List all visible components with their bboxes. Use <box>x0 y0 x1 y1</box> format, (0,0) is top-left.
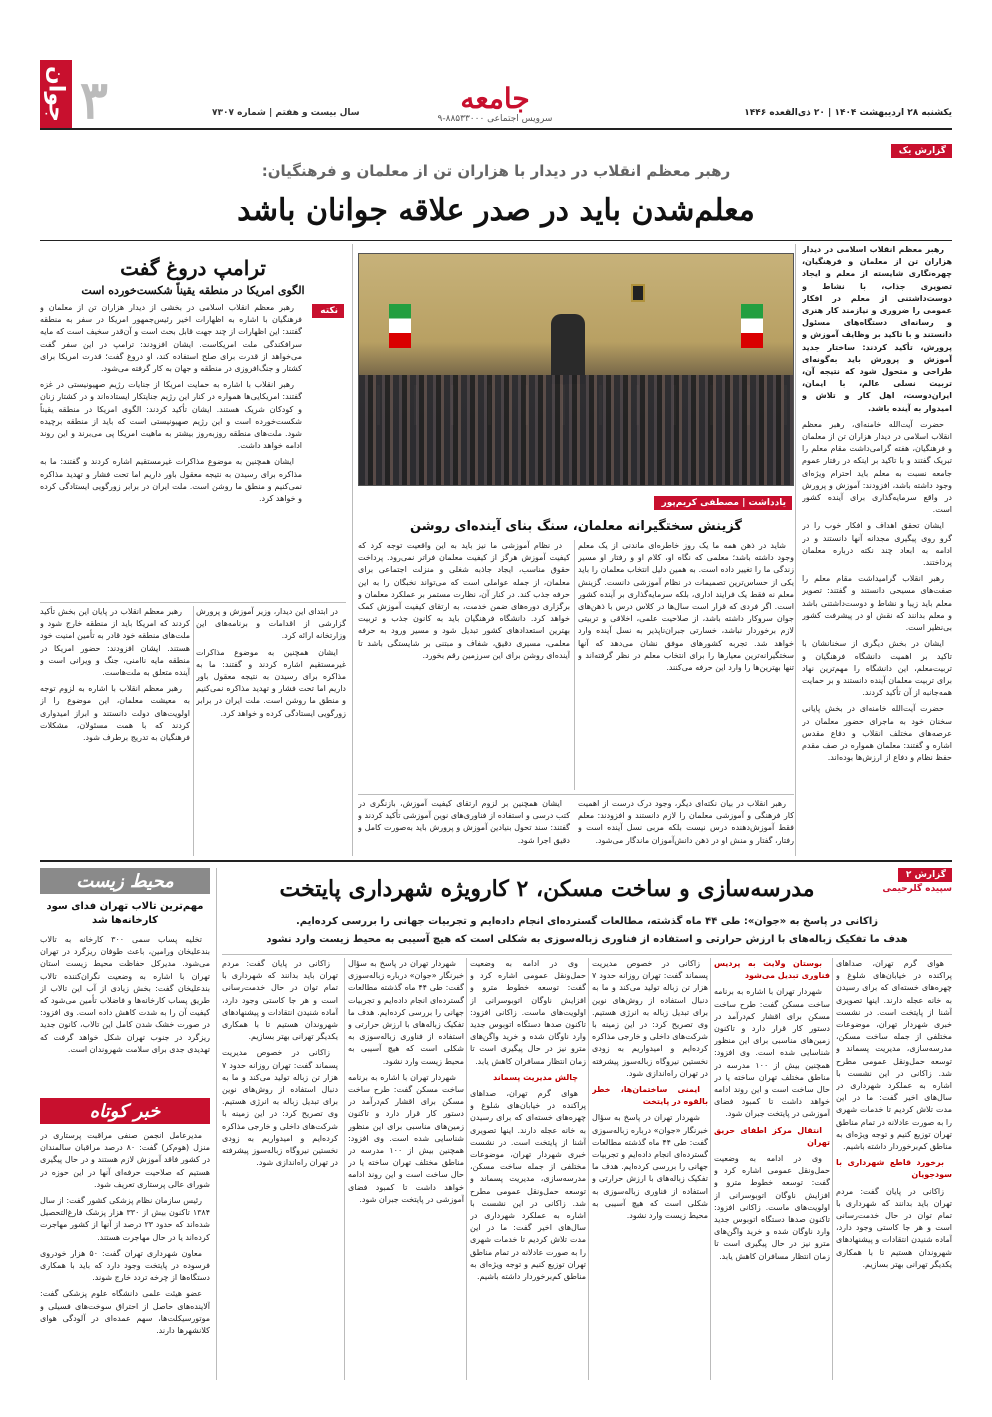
lead-paragraph: حضرت آیت‌الله خامنه‌ای، رهبر معظم انقلاب اسلامی در دیدار هزاران تن از معلمان و فرهنگیان، هفته گرامی‌داشت مقام معلم را تبریک گفتند و با تاکید بر اینکه در رفتار عموم جامعه نسبت به معلم باید احترام ویژه‌ای وجود داشته باشد، افزودند: آموزش و پرورش در واقع سرمایه‌گذاری برای آینده کشور است. <box>802 419 952 515</box>
sidebar-divider <box>40 602 346 603</box>
editorial-headline[interactable]: گزینش سختگیرانه معلمان، سنگ بنای آینده‌ای روشن <box>410 519 742 534</box>
column-rule <box>795 244 796 856</box>
column-rule <box>193 606 194 856</box>
report2-subhead: بوستان ولایت به پردیس فناوری تبدیل می‌شود <box>714 959 830 981</box>
column-rule <box>832 958 833 1380</box>
lead-paragraph: رهبر انقلاب در بیان نکته‌ای دیگر، وجود درک درست از اهمیت کار فرهنگی و آموزشی معلمان را لازم دانستند و افزودند: معلم فقط آموزش‌دهنده درس نیست بلکه مربی نسل آینده است و رفتار، گفتار و منش او در ذهن دانش‌آموزان ماندگار می‌شود. <box>578 799 794 845</box>
report2-paragraph: شهردار تهران در پاسخ به سؤال خبرنگار «جوان» درباره زباله‌سوزی گفت: طی ۴۴ ماه گذشته مطالعات گسترده‌ای انجام داده‌ایم و تجربیات جهانی را بررسی کرده‌ایم. هدف ما تفکیک زباله‌های با ارزش حرارتی و استفاده از فناوری زباله‌سوزی به شکلی است که هیچ آسیبی به محیط زیست وارد نشود. <box>592 1113 708 1221</box>
sidebar-paragraph: رهبر معظم انقلاب در پایان این بخش تأکید کردند که امریکا باید از منطقه خارج شود و ملت‌های منطقه خود قادر به تأمین امنیت خود هستند. ایشان افزودند: حضور امریکا در منطقه مایه ناامنی، جنگ و ویرانی است و آینده متعلق به ملت‌هاست. <box>40 607 190 678</box>
editorial-text: در نظام آموزشی ما نیز باید به این واقعیت توجه کرد که کیفیت آموزش هرگز از کیفیت معلمان فراتر نمی‌رود. پرداخت حقوق مناسب، ایجاد جاذبه شغلی و منزلت اجتماعی برای معلمان، از جمله عواملی است که می‌تواند نخبگان را به این حرفه جذب کند. در کنار آن، نظارت مستمر بر عملکرد معلمان و برگزاری دوره‌های ضمن خدمت، به ارتقای کیفیت آموزش کمک خواهد کرد. دانشگاه فرهنگیان باید به کانون جذب و تربیت بهترین استعدادهای کشور تبدیل شود و مسیر ورود به حرفه معلمی، مسیری دقیق، شفاف و مبتنی بر شایستگی باشد تا آینده‌ای روشن برای این سرزمین رقم بخورد. <box>358 541 570 660</box>
news-brief-item: مدیرعامل انجمن صنفی مراقبت پرستاری در منزل (هوم‌کر) گفت: ۸۰ درصد مراقبان سالمندان در کشور فاقد آموزش لازم هستند و در حال پیگیری هستیم که صلاحیت حرفه‌ای آنها در این حوزه در شورای عالی پرستاری تعریف شود. <box>40 1131 210 1189</box>
report2-column-2 <box>714 958 830 1380</box>
report2-paragraph: وی در ادامه به وضعیت حمل‌ونقل عمومی اشاره کرد و گفت: توسعه خطوط مترو و افزایش ناوگان اتوبوسرانی از اولویت‌های ماست. زاکانی افزود: تاکنون صدها دستگاه اتوبوس جدید وارد ناوگان شده و خرید واگن‌های مترو نیز در حال پیگیری است تا زمان انتظار مسافران کاهش یابد. <box>714 1154 830 1261</box>
newspaper-logo[interactable]: جوان <box>40 60 72 128</box>
report2-headline[interactable]: مدرسه‌سازی و ساخت مسکن، ۲ کارویژه شهرداری پایتخت <box>279 876 815 902</box>
editorial-text: شاید در ذهن همه ما یک روز خاطره‌ای ماندنی از یک معلم وجود داشته باشد؛ معلمی که نگاه او، کلام او و رفتار او مسیر زندگی ما را تغییر داده است. به همین دلیل انتخاب معلمان را باید یکی از حساس‌ترین تصمیمات در نظام آموزشی دانست. گزینش معلم نه فقط یک فرایند اداری، بلکه سرمایه‌گذاری بر آینده کشور است. اگر فردی که قرار است سال‌ها در کلاس درس با ذهن‌های جوان سروکار داشته باشد، از صلاحیت علمی، اخلاقی و تربیتی لازم برخوردار نباشد، خسارتی جبران‌ناپذیر به نسل آینده وارد خواهد شد. تجربه کشورهای موفق نشان می‌دهد که آنها سختگیرانه‌ترین معیارها را برای انتخاب معلم در نظر گرفته‌اند و تنها بهترین‌ها را وارد این حرفه می‌کنند. <box>578 541 794 673</box>
lead-paragraph: رهبر انقلاب گرامیداشت مقام معلم را صفت‌های مسیحی دانستند و گفتند: تصویر معلم باید زیبا و نشاط و دوست‌داشتنی باشد و معلم بدانند که نقش او در پیشرفت کشور بی‌نظیر است. <box>802 574 952 633</box>
editorial-column-1 <box>578 540 794 790</box>
report2-paragraph: زاکانی در خصوص مدیریت پسماند گفت: تهران روزانه حدود ۷ هزار تن زباله تولید می‌کند و ما به دنبال استفاده از روش‌های نوین برای تبدیل زباله به انرژی هستیم. وی تصریح کرد: در این زمینه با شرکت‌های داخلی و خارجی مذاکره کرده‌ایم و امیدواریم به زودی نخستین نیروگاه زباله‌سوز پیشرفته در تهران راه‌اندازی شود. <box>222 1048 338 1168</box>
page-fold-rule <box>40 860 952 862</box>
report2-divider <box>222 954 952 955</box>
environment-text <box>40 934 210 1094</box>
sidebar-headline[interactable]: ترامپ دروغ گفت <box>120 256 266 280</box>
lead-paragraph: رهبر معظم انقلاب با اشاره به لزوم توجه به معیشت معلمان، این موضوع را از اولویت‌های دولت دانستند و ابراز امیدواری کردند که با همت مسئولان، مشکلات فرهنگیان به تدریج برطرف شود. <box>40 684 190 743</box>
lead-paragraph: در ابتدای این دیدار، وزیر آموزش و پرورش گزارشی از اقدامات و برنامه‌های این وزارتخانه ارائه کرد. <box>196 607 346 641</box>
news-brief-item: عضو هیئت علمی دانشگاه علوم پزشکی گفت: آلاینده‌های حاصل از احتراق سوخت‌های فسیلی و موتورسیکلت‌ها، سهم عمده‌ای در آلودگی هوای کلانشهرها دارند. <box>40 1289 210 1336</box>
report2-column-1 <box>836 958 952 1380</box>
column-rule <box>344 958 345 1380</box>
column-rule <box>588 958 589 1380</box>
lead-tag <box>891 144 952 158</box>
column-rule <box>216 868 217 1380</box>
sidebar-paragraph: ایشان همچنین به موضوع مذاکرات غیرمستقیم اشاره کردند و گفتند: ما به مذاکره برای رسیدن به نتیجه معقول باور داریم اما تحت فشار و تهدید مذاکره نمی‌کنیم و منطق ما روشن است. ملت ایران در برابر زورگویی ایستادگی کرده و خواهد کرد. <box>40 457 302 504</box>
sidebar-tag-label: نکته <box>320 306 338 316</box>
sidebar-text-col-right <box>196 606 346 856</box>
sidebar-tag <box>312 304 344 318</box>
portrait-frame <box>631 284 645 302</box>
report2-subhead: ایمنی ساختمان‌ها، خطر بالقوه در پایتخت <box>592 1085 708 1107</box>
column-rule <box>574 540 575 790</box>
lead-paragraph: ایشان در بخش دیگری از سخنانشان با تاکید بر اهمیت دانشگاه فرهنگیان و تربیت‌معلم، این دانشگاه را مهم‌ترین نهاد برای تربیت معلمان آینده دانستند و بر حمایت همه‌جانبه از آن تأکید کردند. <box>802 639 952 698</box>
section-title: جامعه <box>460 82 530 115</box>
report2-author: سپیده گلرحیمی <box>882 884 952 894</box>
sidebar-text-top <box>40 302 302 598</box>
date-line: یکشنبه ۲۸ اردیبهشت ۱۴۰۴ | ۲۰ ذی‌القعده ۱۴۴۶ <box>744 108 952 118</box>
lead-tag-label: گزارش یک <box>898 146 946 156</box>
lead-column-2a <box>578 798 794 856</box>
environment-headline[interactable]: مهم‌ترین تالاب تهران فدای سود کارخانه‌ها شد <box>46 901 204 926</box>
lead-paragraph: حضرت آیت‌الله خامنه‌ای در بخش پایانی سخنان خود به ماجرای حضور معلمان در عرصه‌های مختلف انقلاب و دفاع مقدس اشاره و گفتند: معلمان همواره در صف مقدم حفظ نظام و دفاع از ارزش‌ها بوده‌اند. <box>802 704 952 763</box>
news-brief-list <box>40 1130 210 1380</box>
news-brief-band: خبر کوتاه <box>40 1098 210 1124</box>
report2-column-4 <box>470 958 586 1380</box>
report2-paragraph: هوای گرم تهران، صداهای پراکنده در خیابان‌های شلوغ و چهره‌های خسته‌ای که برای رسیدن به خانه عجله دارند. اینها تصویری آشنا از پایتخت است. در نشست خبری شهردار تهران، موضوعات مختلفی از جمله ساخت مسکن، مدرسه‌سازی، مدیریت پسماند و توسعه حمل‌ونقل عمومی مطرح شد. زاکانی در این نشست با اشاره به عملکرد شهرداری در سال‌های اخیر گفت: ما در این مدت تلاش کردیم تا خدمات شهری را به صورت عادلانه در تمام مناطق تهران توزیع کنیم و توجه ویژه‌ای به مناطق کم‌برخوردار داشته باشیم. <box>836 959 952 1152</box>
section-divider <box>358 794 794 795</box>
lead-paragraph: ایشان همچنین بر لزوم ارتقای کیفیت آموزش، بازنگری در کتب درسی و استفاده از فناوری‌های نوین آموزشی تأکید کردند و گفتند: سند تحول بنیادین آموزش و پرورش باید به‌صورت کامل و دقیق اجرا شود. <box>358 799 570 845</box>
report2-subhead: برخورد قاطع شهرداری با سودجویان <box>836 1158 952 1180</box>
lead-kicker: رهبر معظم انقلاب در دیدار با هزاران تن از معلمان و فرهنگیان: <box>261 162 731 180</box>
speaker-figure <box>551 314 585 384</box>
flag-right-icon <box>741 304 763 348</box>
leader-meeting-photo <box>358 253 794 486</box>
lead-paragraph: ایشان تحقق اهداف و افکار خوب را در گرو روی پیگیری مجدانه آنها دانستند و در ادامه به ابعاد چند نکته درباره معلمان پرداختند. <box>802 521 952 568</box>
report2-tag-label: گزارش ۲ <box>905 870 946 880</box>
sidebar-text-col-left <box>40 606 190 856</box>
news-brief-item: معاون شهرداری تهران گفت: ۵۰ هزار خودروی فرسوده در پایتخت وجود دارد که باید با همکاری دستگاه‌ها از چرخه تردد خارج شوند. <box>40 1248 210 1283</box>
report2-deck-1: زاکانی در پاسخ به «جوان»: طی ۴۴ ماه گذشته، مطالعات گسترده‌ای انجام داده‌ایم و تجربیات جهانی را بررسی کرده‌ایم. <box>295 916 879 927</box>
report2-subhead: انتقال مرکز اطفای حریق تهران <box>714 1125 830 1147</box>
editorial-author: مصطفی کریم‌پور <box>661 498 739 508</box>
report2-paragraph: هوای گرم تهران، صداهای پراکنده در خیابان‌های شلوغ و چهره‌های خسته‌ای که برای رسیدن به خانه عجله دارند. اینها تصویری آشنا از پایتخت است. در نشست خبری شهردار تهران، موضوعات مختلفی از جمله ساخت مسکن، مدرسه‌سازی، مدیریت پسماند و توسعه حمل‌ونقل عمومی مطرح شد. زاکانی در این نشست با اشاره به عملکرد شهرداری در سال‌های اخیر گفت: ما در این مدت تلاش کردیم تا خدمات شهری را به صورت عادلانه در تمام مناطق تهران توزیع کنیم و توجه ویژه‌ای به مناطق کم‌برخوردار داشته باشیم. <box>470 1089 586 1282</box>
report2-paragraph: شهردار تهران با اشاره به برنامه ساخت مسکن گفت: طرح ساخت مسکن برای اقشار کم‌درآمد در دستور کار قرار دارد و تاکنون زمین‌های مناسبی برای این منظور شناسایی شده است. وی افزود: همچنین بیش از ۱۰۰ مدرسه در مناطق مختلف تهران ساخته یا در حال ساخت است و این روند ادامه خواهد داشت تا کمبود فضای آموزشی در پایتخت جبران شود. <box>714 987 830 1119</box>
news-brief-item: رئیس سازمان نظام پزشکی کشور گفت: از سال ۱۳۸۴ تاکنون بیش از ۳۳۰ هزار پزشک فارغ‌التحصیل شده‌اند که حدود ۲۳ درصد از آنها از کشور مهاجرت کرده‌اند یا در حال مهاجرت هستند. <box>40 1196 210 1242</box>
editorial-tag-label: یادداشت <box>748 498 786 508</box>
sidebar-paragraph: رهبر معظم انقلاب اسلامی در بخشی از دیدار هزاران تن از معلمان و فرهنگیان با اشاره به اظهارات اخیر رئیس‌جمهور امریکا در سفر به منطقه گفتند: این اظهارات از چند جهت قابل بحث است و آن‌قدر سخیف است که مایه سرافکندگی ملت امریکاست. ایشان افزودند: ترامپ در این سفر گفت می‌خواهد از قدرت برای صلح استفاده کند، او دروغ گفت؛ قدرت امریکا برای کشتار و جنگ‌افروزی در منطقه و جهان به کار گرفته می‌شود. <box>40 303 302 374</box>
lead-divider <box>40 240 952 241</box>
crowd <box>359 375 793 485</box>
sidebar-paragraph: ایشان همچنین به موضوع مذاکرات غیرمستقیم اشاره کردند و گفتند: ما به مذاکره برای رسیدن به نتیجه معقول باور داریم اما تحت فشار و تهدید مذاکره نمی‌کنیم و منطق ما روشن است. ملت ایران در برابر زورگویی ایستادگی کرده و خواهد کرد. <box>196 647 346 718</box>
editorial-column-2 <box>358 540 570 790</box>
column-rule <box>466 958 467 1380</box>
report2-paragraph: وی در ادامه به وضعیت حمل‌ونقل عمومی اشاره کرد و گفت: توسعه خطوط مترو و افزایش ناوگان اتوبوسرانی از اولویت‌های ماست. زاکانی افزود: تاکنون صدها دستگاه اتوبوس جدید وارد ناوگان شده و خرید واگن‌های مترو نیز در حال پیگیری است تا زمان انتظار مسافران کاهش یابد. <box>470 959 586 1066</box>
environment-band: محیط زیست <box>40 868 210 894</box>
report2-paragraph: شهردار تهران با اشاره به برنامه ساخت مسکن گفت: طرح ساخت مسکن برای اقشار کم‌درآمد در دستور کار قرار دارد و تاکنون زمین‌های مناسبی برای این منظور شناسایی شده است. وی افزود: همچنین بیش از ۱۰۰ مدرسه در مناطق مختلف تهران ساخته یا در حال ساخت است و این روند ادامه خواهد داشت تا کمبود فضای آموزشی در پایتخت جبران شود. <box>348 1072 464 1204</box>
report2-column-6 <box>222 958 338 1380</box>
editorial-tag: یادداشت | مصطفی کریم‌پور <box>654 496 792 510</box>
page-number: ۳ <box>80 70 108 131</box>
report2-subhead: چالش مدیریت پسماند <box>493 1072 578 1082</box>
lead-column-1 <box>802 244 952 854</box>
report2-deck-2: هدف ما تفکیک زباله‌های با ارزش حرارتی و استفاده از فناوری زباله‌سوزی به شکلی است که هیچ آسیبی به محیط زیست وارد نشود <box>266 934 908 945</box>
lead-headline[interactable]: معلم‌شدن باید در صدر علاقه جوانان باشد <box>237 193 755 228</box>
sidebar-paragraph: رهبر انقلاب با اشاره به حمایت امریکا از جنایات رژیم صهیونیستی در غزه گفتند: امریکایی‌ها همواره در کنار این رژیم جنایتکار ایستاده‌اند و در کشتار زنان و کودکان شریک هستند. ایشان تأکید کردند: الگوی امریکا در منطقه یقیناً شکست‌خورده است و این رژیم صهیونیستی است که باید از منطقه برچیده شود. ملت‌های منطقه روزبه‌روز بیشتر به ماهیت امریکا پی می‌برند و این روند ادامه خواهد داشت. <box>40 380 302 451</box>
report2-paragraph: زاکانی در پایان گفت: مردم تهران باید بدانند که شهرداری با تمام توان در حال خدمت‌رسانی است و هر جا کاستی وجود دارد، آماده شنیدن انتقادات و پیشنهادهای شهروندان هستیم تا با همکاری یکدیگر تهرانی بهتر بسازیم. <box>836 1186 952 1269</box>
environment-paragraph: تخلیه پساب سمی ۳۰۰ کارخانه به تالاب بندعلیخان ورامین، باعث طوفان ریزگرد در تهران می‌شود. مدیرکل حفاظت محیط زیست استان تهران با اشاره به وضعیت نگران‌کننده تالاب بندعلیخان گفت: بخش زیادی از آب این تالاب از طریق پساب کارخانه‌ها و فاضلاب تأمین می‌شود که کیفیت آن را به شدت کاهش داده است. وی افزود: در صورت خشک شدن کامل این تالاب، کانون جدید ریزگرد در جنوب تهران شکل خواهد گرفت که تهدیدی جدی برای سلامت شهروندان است. <box>40 935 210 1054</box>
report2-paragraph: شهردار تهران در پاسخ به سؤال خبرنگار «جوان» درباره زباله‌سوزی گفت: طی ۴۴ ماه گذشته مطالعات گسترده‌ای انجام داده‌ایم و تجربیات جهانی را بررسی کرده‌ایم. هدف ما تفکیک زباله‌های با ارزش حرارتی و استفاده از فناوری زباله‌سوزی به شکلی است که هیچ آسیبی به محیط زیست وارد نشود. <box>348 959 464 1066</box>
lead-paragraph: رهبر معظم انقلاب اسلامی در دیدار هزاران تن از معلمان و فرهنگیان، چهره‌نگاری شایسته از معلم و ایجاد تصویری جذاب، با نشاط و دوست‌داشتنی از معلم در افکار عمومی را ضروری و نیازمند کار هنری و رسانه‌ای دستگاه‌های مسئول دانستند و با تاکید بر وظایف آموزش و پرورش، تأکید کردند: ساختار جدید آموزش و پرورش باید به‌گونه‌ای طراحی و متحول شود که نتیجه آن، تربیت نسلی عالم، با ایمان، ایران‌دوست، اهل کار و تلاش و امیدوار به آینده باشد. <box>802 245 952 413</box>
report2-column-3 <box>592 958 708 1380</box>
report2-paragraph: زاکانی در پایان گفت: مردم تهران باید بدانند که شهرداری با تمام توان در حال خدمت‌رسانی است و هر جا کاستی وجود دارد، آماده شنیدن انتقادات و پیشنهادهای شهروندان هستیم تا با همکاری یکدیگر تهرانی بهتر بسازیم. <box>222 959 338 1042</box>
flag-left-icon <box>389 304 411 348</box>
lead-column-2b <box>358 798 570 856</box>
column-rule <box>352 244 353 856</box>
report2-paragraph: زاکانی در خصوص مدیریت پسماند گفت: تهران روزانه حدود ۷ هزار تن زباله تولید می‌کند و ما به دنبال استفاده از روش‌های نوین برای تبدیل زباله به انرژی هستیم. وی تصریح کرد: در این زمینه با شرکت‌های داخلی و خارجی مذاکره کرده‌ایم و امیدواریم به زودی نخستین نیروگاه زباله‌سوز پیشرفته در تهران راه‌اندازی شود. <box>592 959 708 1078</box>
masthead-rule <box>40 128 952 130</box>
sidebar-subhead: الگوی امریکا در منطقه یقیناً شکست‌خورده است <box>81 284 305 297</box>
report2-tag <box>898 868 952 882</box>
column-rule <box>710 958 711 1380</box>
section-phone: سرویس اجتماعی ۸۸۵۳۳۰۰۰-۹ <box>437 114 553 124</box>
issue-line: سال بیست و هفتم | شماره ۷۳۰۷ <box>212 108 360 118</box>
report2-column-5 <box>348 958 464 1380</box>
